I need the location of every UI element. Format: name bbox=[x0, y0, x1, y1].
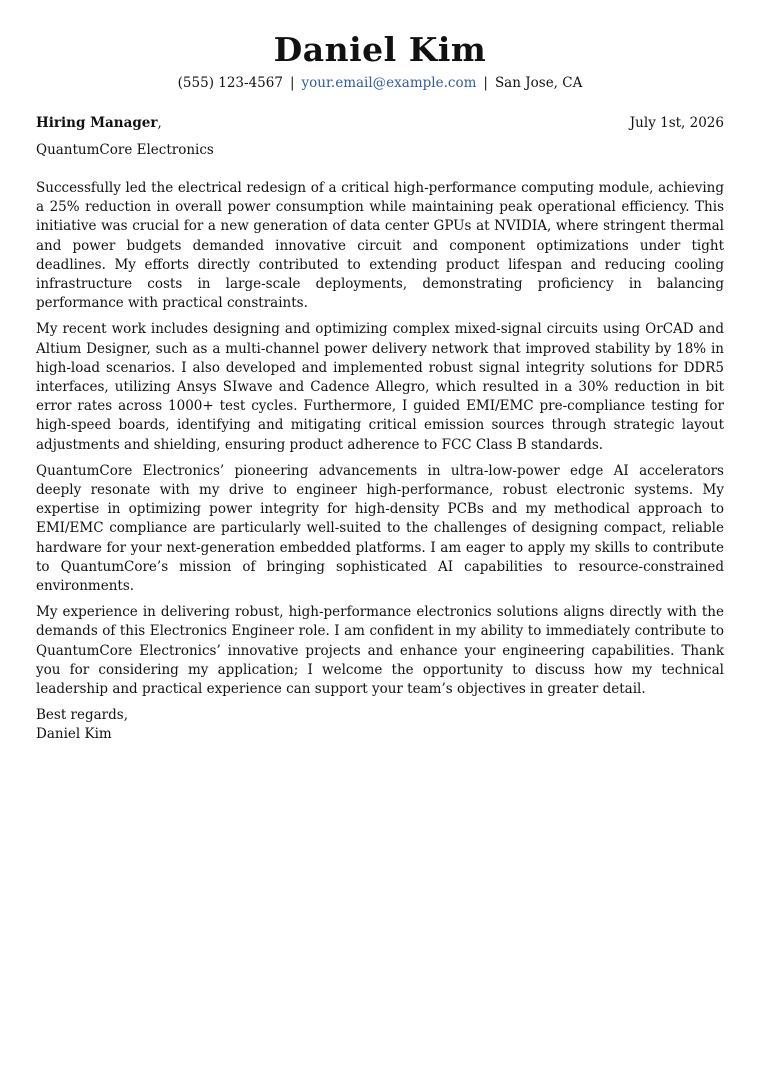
recipient-line bbox=[36, 114, 162, 132]
body-paragraph: QuantumCore Electronics’ pioneering advancements in ultra-low-power edge AI accelerators deeply resonate with my drive to engineer high-performance, robust electronic systems. My expertise in optimizing power integrity for high-density PCBs and my methodical approach to EMI/EMC compliance are particularly well-suited to the challenges of designing compact, reliable hardware for your next-generation embedded platforms. I am eager to apply my skills to contribute to QuantumCore’s mission of bringing sophisticated AI capabilities to resource-constrained environments. bbox=[36, 462, 724, 595]
email-link[interactable]: your.email@example.com bbox=[301, 75, 477, 91]
contact-separator: | bbox=[289, 75, 295, 91]
body-paragraph: My recent work includes designing and optimizing complex mixed-signal circuits using OrCAD and Altium Designer, such as a multi-channel power delivery network that improved stability by 18% in high-load scenarios. I also developed and implemented robust signal integrity solutions for DDR5 interfaces, utilizing Ansys SIwave and Cadence Allegro, which resulted in a 30% reduction in bit error rates across 1000+ test cycles. Furthermore, I guided EMI/EMC pre-compliance testing for high-speed boards, identifying and mitigating critical emission sources through strategic layout adjustments and shielding, ensuring product adherence to FCC Class B standards. bbox=[36, 321, 724, 453]
closing-phrase: Best regards, bbox=[36, 707, 129, 724]
letter-body bbox=[36, 179, 724, 699]
company-name: QuantumCore Electronics bbox=[36, 142, 214, 158]
letter-date: July 1st, 2026 bbox=[629, 115, 724, 131]
applicant-name: Daniel Kim bbox=[273, 30, 487, 69]
location: San Jose, CA bbox=[494, 75, 583, 91]
contact-line bbox=[36, 74, 724, 92]
body-paragraph: Successfully led the electrical redesign of a critical high-performance computing module, achieving a 25% reduction in overall power consumption while maintaining peak operational efficiency. This initiative was crucial for a new generation of data center GPUs at NVIDIA, where stringent thermal and power budgets demanded innovative circuit and component optimizations under tight deadlines. My efforts directly contributed to extending product lifespan and reducing cooling infrastructure costs in large-scale deployments, demonstrating proficiency in balancing performance with practical constraints. bbox=[36, 180, 724, 312]
closing-block bbox=[36, 706, 724, 744]
recipient: Hiring Manager bbox=[36, 115, 158, 131]
phone-number: (555) 123-4567 bbox=[177, 75, 283, 91]
signature: Daniel Kim bbox=[36, 726, 112, 743]
contact-separator: | bbox=[483, 75, 488, 91]
recipient-suffix: , bbox=[157, 115, 162, 131]
salutation-row bbox=[36, 114, 724, 132]
body-paragraph: My experience in delivering robust, high-performance electronics solutions aligns directly with the demands of this Electronics Engineer role. I am confident in my ability to immediately contribute to QuantumCore Electronics’ innovative projects and enhance your engineering capabilities. Thank you for considering my application; I welcome the opportunity to discuss how my technical leadership and practical experience can support your team’s objectives in greater detail. bbox=[36, 604, 724, 698]
